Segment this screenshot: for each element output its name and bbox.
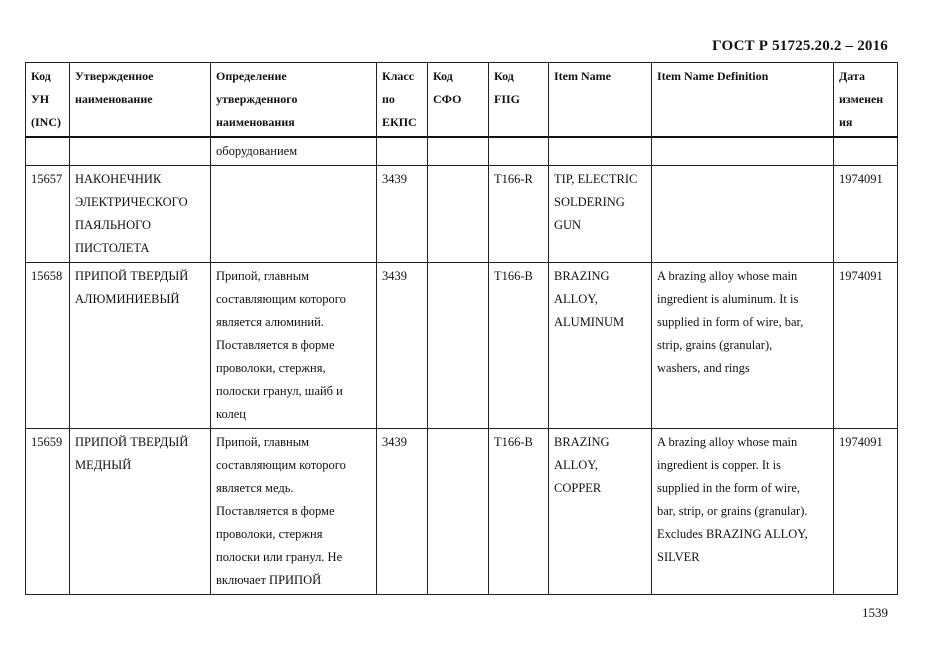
column-header xyxy=(377,63,428,138)
cell-line: Код xyxy=(31,69,51,83)
column-header xyxy=(652,63,834,138)
cell-line: A brazing alloy whose main xyxy=(657,269,798,283)
cell-line: supplied in the form of wire, xyxy=(657,481,801,495)
cell-line: утвержденного xyxy=(216,92,298,106)
column-header xyxy=(549,63,652,138)
cell-line: Припой, главным xyxy=(216,435,310,449)
table-cell-name xyxy=(70,429,211,595)
cell-line: ПИСТОЛЕТА xyxy=(75,241,150,255)
cell-line: СФО xyxy=(433,92,462,106)
cell-line: SILVER xyxy=(657,550,700,564)
table-row xyxy=(26,263,898,429)
cell-value: 15657 xyxy=(31,172,63,186)
table-cell-item-def xyxy=(652,429,834,595)
cell-line: ingredient is copper. It is xyxy=(657,458,781,472)
cell-line: ПРИПОЙ ТВЕРДЫЙ xyxy=(75,269,189,283)
table-cell xyxy=(26,137,70,166)
table-cell xyxy=(549,137,652,166)
cell-line: составляющим которого xyxy=(216,458,346,472)
table-cell-date xyxy=(834,429,898,595)
cell-value: 1974091 xyxy=(839,269,883,283)
cell-line: колец xyxy=(216,407,246,421)
cell-line: FIIG xyxy=(494,92,521,106)
cell-value: 1974091 xyxy=(839,435,883,449)
cell-line: ПАЯЛЬНОГО xyxy=(75,218,152,232)
column-header xyxy=(26,63,70,138)
cell-line: supplied in form of wire, bar, xyxy=(657,315,804,329)
cell-line: Код xyxy=(494,69,514,83)
table-row xyxy=(26,429,898,595)
table-cell-item-name xyxy=(549,263,652,429)
cell-line: BRAZING xyxy=(554,435,610,449)
cell-line: Код xyxy=(433,69,453,83)
cell-line: BRAZING xyxy=(554,269,610,283)
cell-value: 3439 xyxy=(382,435,407,449)
cell-value: 3439 xyxy=(382,269,407,283)
cell-line: Припой, главным xyxy=(216,269,310,283)
table-cell-fiig xyxy=(489,263,549,429)
cell-line: изменен xyxy=(839,92,884,106)
cell-value: T166-B xyxy=(494,435,533,449)
cell-line: МЕДНЫЙ xyxy=(75,458,132,472)
column-header xyxy=(834,63,898,138)
table-cell-definition xyxy=(211,263,377,429)
table-header-row xyxy=(26,63,898,138)
table-cell-definition xyxy=(211,429,377,595)
cell-value: 15659 xyxy=(31,435,63,449)
cell-line: наименование xyxy=(75,92,153,106)
cell-line: ия xyxy=(839,115,853,129)
cell-line: ALUMINUM xyxy=(554,315,625,329)
table-cell-inc xyxy=(26,429,70,595)
table-cell-item-def xyxy=(652,166,834,263)
table-cell xyxy=(211,137,377,166)
cell-line: Определение xyxy=(216,69,287,83)
page-number: 1539 xyxy=(862,605,888,620)
cell-line: Класс xyxy=(382,69,415,83)
table-cell xyxy=(70,137,211,166)
table-cell-item-name xyxy=(549,429,652,595)
cell-line: strip, grains (granular), xyxy=(657,338,773,352)
cell-line: GUN xyxy=(554,218,582,232)
table-cell-item-name xyxy=(549,166,652,263)
table-cell-fiig xyxy=(489,429,549,595)
table-cell-fiig xyxy=(489,166,549,263)
table-cell-sfo xyxy=(428,263,489,429)
column-header xyxy=(70,63,211,138)
table-row xyxy=(26,166,898,263)
cell-value: T166-B xyxy=(494,269,533,283)
cell-line: ПРИПОЙ ТВЕРДЫЙ xyxy=(75,435,189,449)
table-cell xyxy=(489,137,549,166)
cell-line: Дата xyxy=(839,69,865,83)
cell-line: Item Name Definition xyxy=(657,69,769,83)
cell-line: Поставляется в форме xyxy=(216,504,335,518)
column-header xyxy=(428,63,489,138)
cell-line: SOLDERING xyxy=(554,195,625,209)
cell-line: Поставляется в форме xyxy=(216,338,335,352)
cell-value: 3439 xyxy=(382,172,407,186)
table-cell xyxy=(377,137,428,166)
cell-line: bar, strip, or grains (granular). xyxy=(657,504,808,518)
cell-line: ALLOY, xyxy=(554,292,598,306)
table-cell xyxy=(428,137,489,166)
cell-line: ЕКПС xyxy=(382,115,417,129)
table-cell-name xyxy=(70,263,211,429)
cell-line: проволоки, стержня, xyxy=(216,361,326,375)
table-cell xyxy=(834,137,898,166)
cell-line: ingredient is aluminum. It is xyxy=(657,292,799,306)
cell-line: ЭЛЕКТРИЧЕСКОГО xyxy=(75,195,188,209)
table-cell-ekps xyxy=(377,263,428,429)
cell-value: T166-R xyxy=(494,172,533,186)
cell-value: 15658 xyxy=(31,269,63,283)
cell-line: Excludes BRAZING ALLOY, xyxy=(657,527,808,541)
table-cell-date xyxy=(834,166,898,263)
cell-line: A brazing alloy whose main xyxy=(657,435,798,449)
table-cell-sfo xyxy=(428,429,489,595)
cell-line: составляющим которого xyxy=(216,292,346,306)
cell-line: полоски гранул, шайб и xyxy=(216,384,343,398)
table-cell-date xyxy=(834,263,898,429)
cell-line: проволоки, стержня xyxy=(216,527,323,541)
column-header xyxy=(489,63,549,138)
cell-line: УН xyxy=(31,92,50,106)
cell-line: НАКОНЕЧНИК xyxy=(75,172,162,186)
cell-line: TIP, ELECTRIC xyxy=(554,172,638,186)
cell-line: Утвержденное xyxy=(75,69,154,83)
cell-value: 1974091 xyxy=(839,172,883,186)
table-cell-name xyxy=(70,166,211,263)
cell-line: COPPER xyxy=(554,481,602,495)
document-header: ГОСТ Р 51725.20.2 – 2016 xyxy=(712,38,888,54)
column-header xyxy=(211,63,377,138)
cell-line: включает ПРИПОЙ xyxy=(216,573,322,587)
cell-line: ALLOY, xyxy=(554,458,598,472)
table-cell-definition xyxy=(211,166,377,263)
table-cell-item-def xyxy=(652,263,834,429)
cell-line: washers, and rings xyxy=(657,361,750,375)
table-cell-ekps xyxy=(377,429,428,595)
cell-line: АЛЮМИНИЕВЫЙ xyxy=(75,292,180,306)
cell-line: по xyxy=(382,92,395,106)
cell-line: является медь. xyxy=(216,481,294,495)
table-cell xyxy=(652,137,834,166)
nomenclature-table xyxy=(25,62,898,595)
table-cell-ekps xyxy=(377,166,428,263)
cell-line: оборудованием xyxy=(216,144,298,158)
continuation-row xyxy=(26,137,898,166)
table-cell-sfo xyxy=(428,166,489,263)
cell-line: полоски или гранул. Не xyxy=(216,550,343,564)
cell-line: является алюминий. xyxy=(216,315,324,329)
table-cell-inc xyxy=(26,263,70,429)
table-cell-inc xyxy=(26,166,70,263)
cell-line: наименования xyxy=(216,115,295,129)
cell-line: (INC) xyxy=(31,115,61,129)
cell-line: Item Name xyxy=(554,69,611,83)
